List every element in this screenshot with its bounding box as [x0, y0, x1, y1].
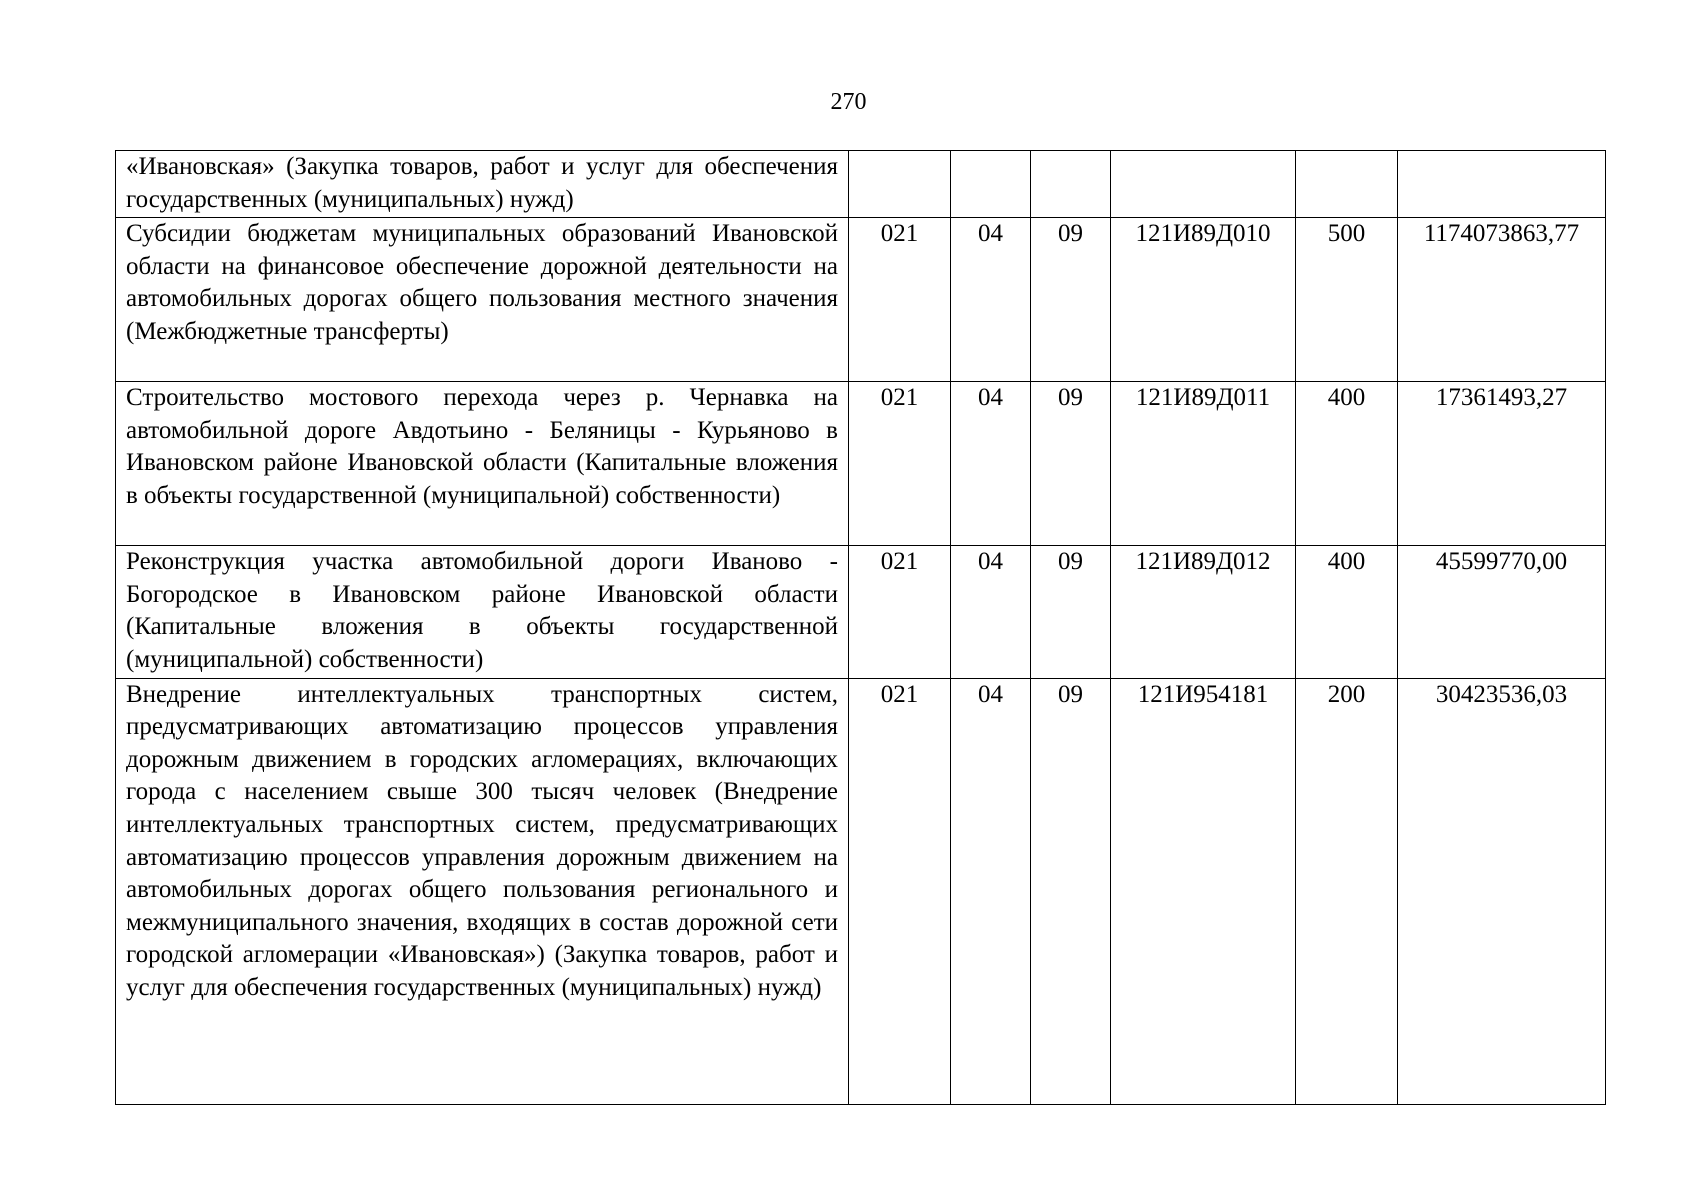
page-number: 270	[830, 89, 867, 115]
amount-value: 1174073863,77	[1398, 218, 1606, 382]
section-code: 04	[951, 218, 1031, 382]
table-row	[116, 678, 1606, 1104]
row-description: Субсидии бюджетам муниципальных образований Ивановской области на финансовое обеспечение дорожной деятельности на автомобильных дорогах общего пользования местного значения (Межбюджетные трансферты)	[116, 218, 849, 382]
row-description: «Ивановская» (Закупка товаров, работ и услуг для обеспечения государственных (муниципальных) нужд)	[116, 151, 849, 218]
ministry-code: 021	[849, 218, 951, 382]
target-article-code	[1111, 151, 1296, 218]
amount-value: 17361493,27	[1398, 382, 1606, 546]
expense-type-code: 200	[1296, 678, 1398, 1104]
expense-type-code: 400	[1296, 546, 1398, 678]
expense-type-code: 400	[1296, 382, 1398, 546]
row-description: Реконструкция участка автомобильной дороги Иваново - Богородское в Ивановском районе Ивановской области (Капитальные вложения в объекты государственной (муниципальной) собственности)	[116, 546, 849, 678]
section-code: 04	[951, 546, 1031, 678]
table-row	[116, 382, 1606, 546]
amount-value: 30423536,03	[1398, 678, 1606, 1104]
section-code: 04	[951, 382, 1031, 546]
amount-value: 45599770,00	[1398, 546, 1606, 678]
subsection-code: 09	[1031, 678, 1111, 1104]
subsection-code	[1031, 151, 1111, 218]
target-article-code: 121И89Д012	[1111, 546, 1296, 678]
expense-type-code	[1296, 151, 1398, 218]
subsection-code: 09	[1031, 218, 1111, 382]
row-description: Строительство мостового перехода через р. Чернавка на автомобильной дороге Авдотьино - Беляницы - Курьяново в Ивановском районе Ивановской области (Капитальные вложения в объекты государственной (муниципальной) собственности)	[116, 382, 849, 546]
ministry-code: 021	[849, 678, 951, 1104]
section-code	[951, 151, 1031, 218]
table-row	[116, 546, 1606, 678]
subsection-code: 09	[1031, 546, 1111, 678]
table-row	[116, 218, 1606, 382]
amount-value	[1398, 151, 1606, 218]
table-row	[116, 151, 1606, 218]
expense-type-code: 500	[1296, 218, 1398, 382]
target-article-code: 121И89Д010	[1111, 218, 1296, 382]
section-code: 04	[951, 678, 1031, 1104]
ministry-code	[849, 151, 951, 218]
budget-table	[115, 150, 1606, 1105]
ministry-code: 021	[849, 382, 951, 546]
ministry-code: 021	[849, 546, 951, 678]
target-article-code: 121И954181	[1111, 678, 1296, 1104]
row-description: Внедрение интеллектуальных транспортных систем, предусматривающих автоматизацию процессов управления дорожным движением в городских агломерациях, включающих города с населением свыше 300 тысяч человек (Внедрение интеллектуальных транспортных систем, предусматривающих автоматизацию процессов управления дорожным движением на автомобильных дорогах общего пользования регионального и межмуниципального значения, входящих в состав дорожной сети городской агломерации «Ивановская») (Закупка товаров, работ и услуг для обеспечения государственных (муниципальных) нужд)	[116, 678, 849, 1104]
subsection-code: 09	[1031, 382, 1111, 546]
target-article-code: 121И89Д011	[1111, 382, 1296, 546]
